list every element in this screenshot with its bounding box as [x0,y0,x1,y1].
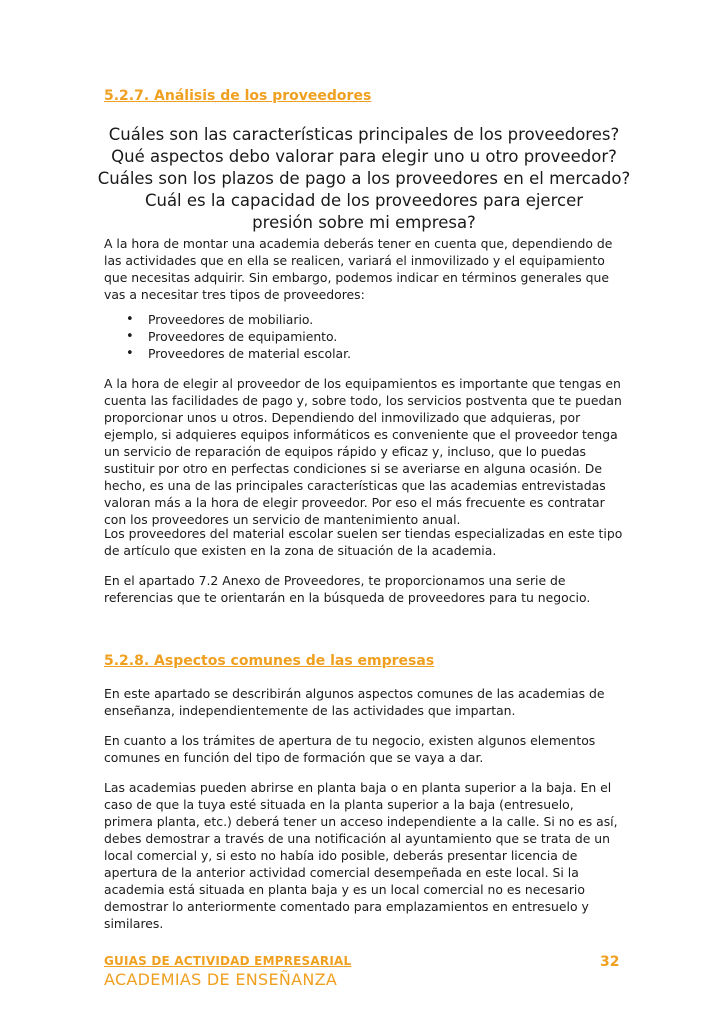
section-title-proveedores: 5.2.7. Análisis de los proveedores [104,88,372,104]
question-4: Cuál es la capacidad de los proveedores para ejercer presión sobre mi empresa? [144,191,584,232]
key-questions [94,124,634,234]
question-3: Cuáles son los plazos de pago a los proveedores en el mercado? [97,169,631,188]
intro-paragraph: A la hora de montar una academia deberás tener en cuenta que, dependiendo de las actividades que en ella se realicen, variará el inmovilizado y el equipamiento que necesitas adquirir. Sin embargo, podemos indicar en términos generales que vas a necesitar tres tipos de proveedores: [104,236,613,302]
footer-guide-title: ACADEMIAS DE ENSEÑANZA [104,970,338,989]
question-2: Qué aspectos debo valorar para elegir uno u otro proveedor? [111,147,617,166]
school-supplies-paragraph: Los proveedores del material escolar suelen ser tiendas especializadas en este tipo de artículo que existen en la zona de situación de la academia. [104,526,623,558]
list-item: • Proveedores de equipamiento. [104,328,351,345]
location-requirements-paragraph: Las academias pueden abrirse en planta baja o en planta superior a la baja. En el caso de que la tuya esté situada en la planta superior a la baja (entresuelo, primera planta, etc.) deberá tener un acceso independiente a la calle. Si no es así, debes demostrar a través de una notificación al ayuntamiento que se trata de un local comercial y, si esto no había ido posible, deberás presentar licencia de apertura de la anterior actividad comercial desempeñada en este local. Si la academia está situada en planta baja y es un local comercial no es necesario demostrar lo anteriormente comentado para emplazamientos en entresuelo y similares. [104,780,618,931]
annex-reference-paragraph: En el apartado 7.2 Anexo de Proveedores, te proporcionamos una serie de referencias que te orientarán en la búsqueda de proveedores para tu negocio. [104,573,591,605]
question-1: Cuáles son las características principales de los proveedores? [108,125,620,144]
section-title-aspectos-comunes: 5.2.8. Aspectos comunes de las empresas [104,653,435,669]
opening-procedures-paragraph: En cuanto a los trámites de apertura de tu negocio, existen algunos elementos comunes en función del tipo de formación que se vaya a dar. [104,733,596,765]
equipment-suppliers-paragraph: A la hora de elegir al proveedor de los equipamientos es importante que tengas en cuenta las facilidades de pago y, sobre todo, los servicios postventa que te puedan proporcionar unos u otros. Dependiendo del inmovilizado que adquieras, por ejemplo, si adquieres equipos informáticos es conveniente que el proveedor tenga un servicio de reparación de equipos rápido y eficaz y, incluso, que lo puedas sustituir por otro en perfectas condiciones si se averiarse en alguna ocasión. De hecho, es una de las principales características que las academias entrevistadas valoran más a la hora de elegir proveedor. Por eso el más frecuente es contratar con los proveedores un servicio de mantenimiento anual. [104,376,622,527]
list-item: • Proveedores de material escolar. [104,345,351,362]
supplier-types-list [104,311,351,362]
page-number: 32 [600,954,620,970]
common-aspects-paragraph: En este apartado se describirán algunos aspectos comunes de las academias de enseñanza, independientemente de las actividades que impartan. [104,686,605,718]
list-item: • Proveedores de mobiliario. [104,311,351,328]
footer-series-label: GUIAS DE ACTIVIDAD EMPRESARIAL [104,954,352,968]
